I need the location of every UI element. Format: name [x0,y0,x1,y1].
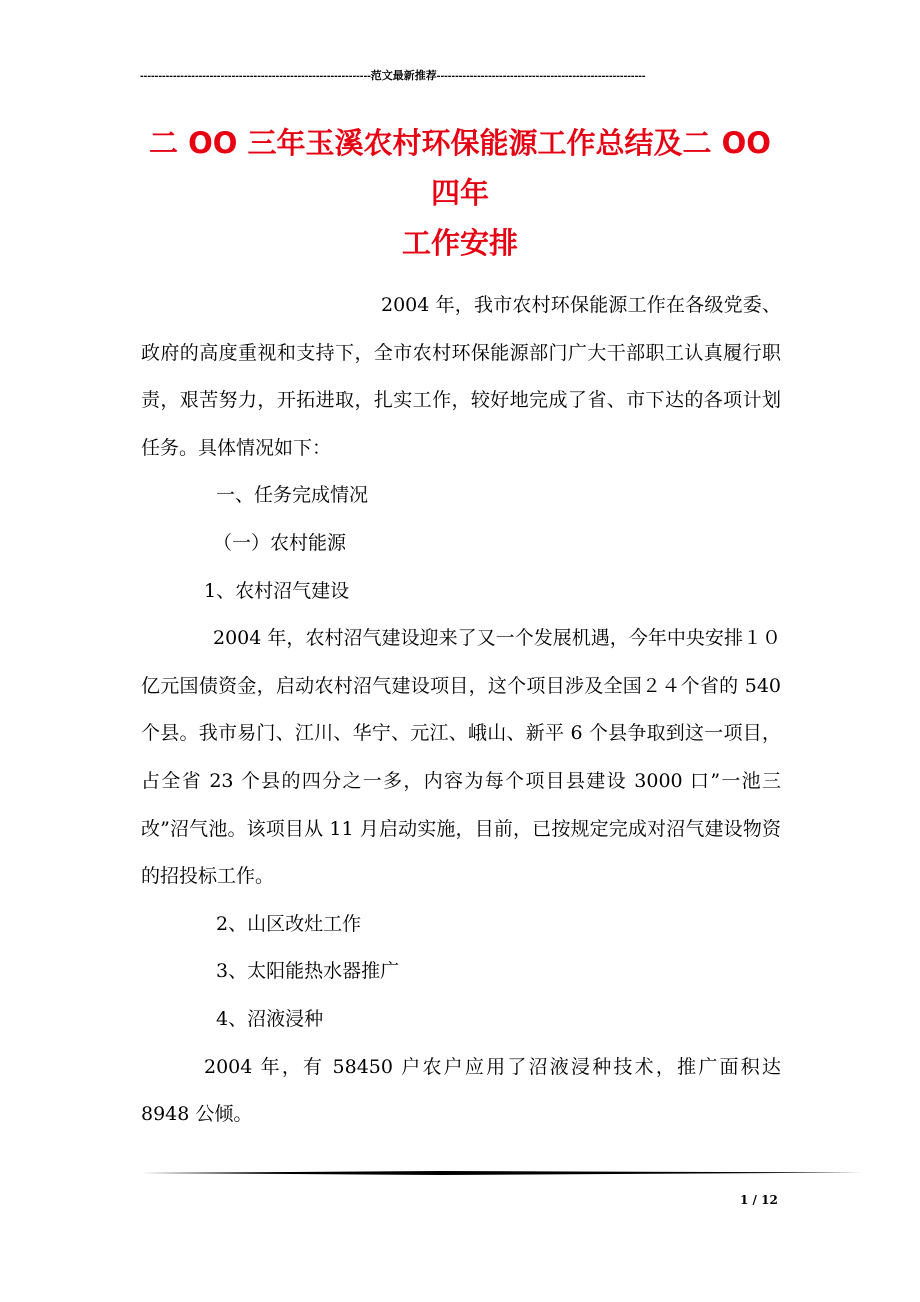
intro-paragraph: 2004 年，我市农村环保能源工作在各级党委、政府的高度重视和支持下，全市农村环保能源部门广大干部职工认真履行职责，艰苦努力，开拓进取，扎实工作，较好地完成了省、市下达的各项计划任务。具体情况如下： [141,294,781,459]
item-heading-biogas: 1、农村沼气建设 [204,579,350,602]
section-heading: 一、任务完成情况 [216,484,369,507]
header-left-dashes: --------------------------------------------------------------- [140,70,371,82]
document-body [141,282,781,1139]
document-title [140,118,780,268]
item-heading-seed-soaking: 4、沼液浸种 [216,1007,324,1030]
page-header [140,68,780,84]
seed-soaking-paragraph: 2004 年，有 58450 户农户应用了沼液浸种技术，推广面积达 8948 公倾。 [141,1055,781,1126]
item-heading-stove: 2、山区改灶工作 [216,912,362,935]
title-line-2: 工作安排 [401,226,518,260]
biogas-paragraph: 2004 年，农村沼气建设迎来了又一个发展机遇，今年中央安排１０亿元国债资金，启动农村沼气建设项目，这个项目涉及全国２４个省的 540 个县。我市易门、江川、华宁、元江、峨山、新平 6 个县争取到这一项目，占全省 23 个县的四分之一多，内容为每个项目县建设 3000 口”一池三改”沼气池。该项目从 11 月启动实施，目前，已按规定完成对沼气建设物资的招投标工作。 [141,627,781,888]
item-heading-solar: 3、太阳能热水器推广 [216,960,400,983]
subsection-heading: （一）农村能源 [213,531,347,554]
title-line-1: 二 OO 三年玉溪农村环保能源工作总结及二 OO 四年 [149,126,771,210]
footer-rule [141,1170,863,1176]
header-label: 范文最新推荐 [370,70,437,82]
header-right-dashes: --------------------------------------------------------- [436,70,646,82]
page-number: 1 / 12 [740,1193,778,1207]
